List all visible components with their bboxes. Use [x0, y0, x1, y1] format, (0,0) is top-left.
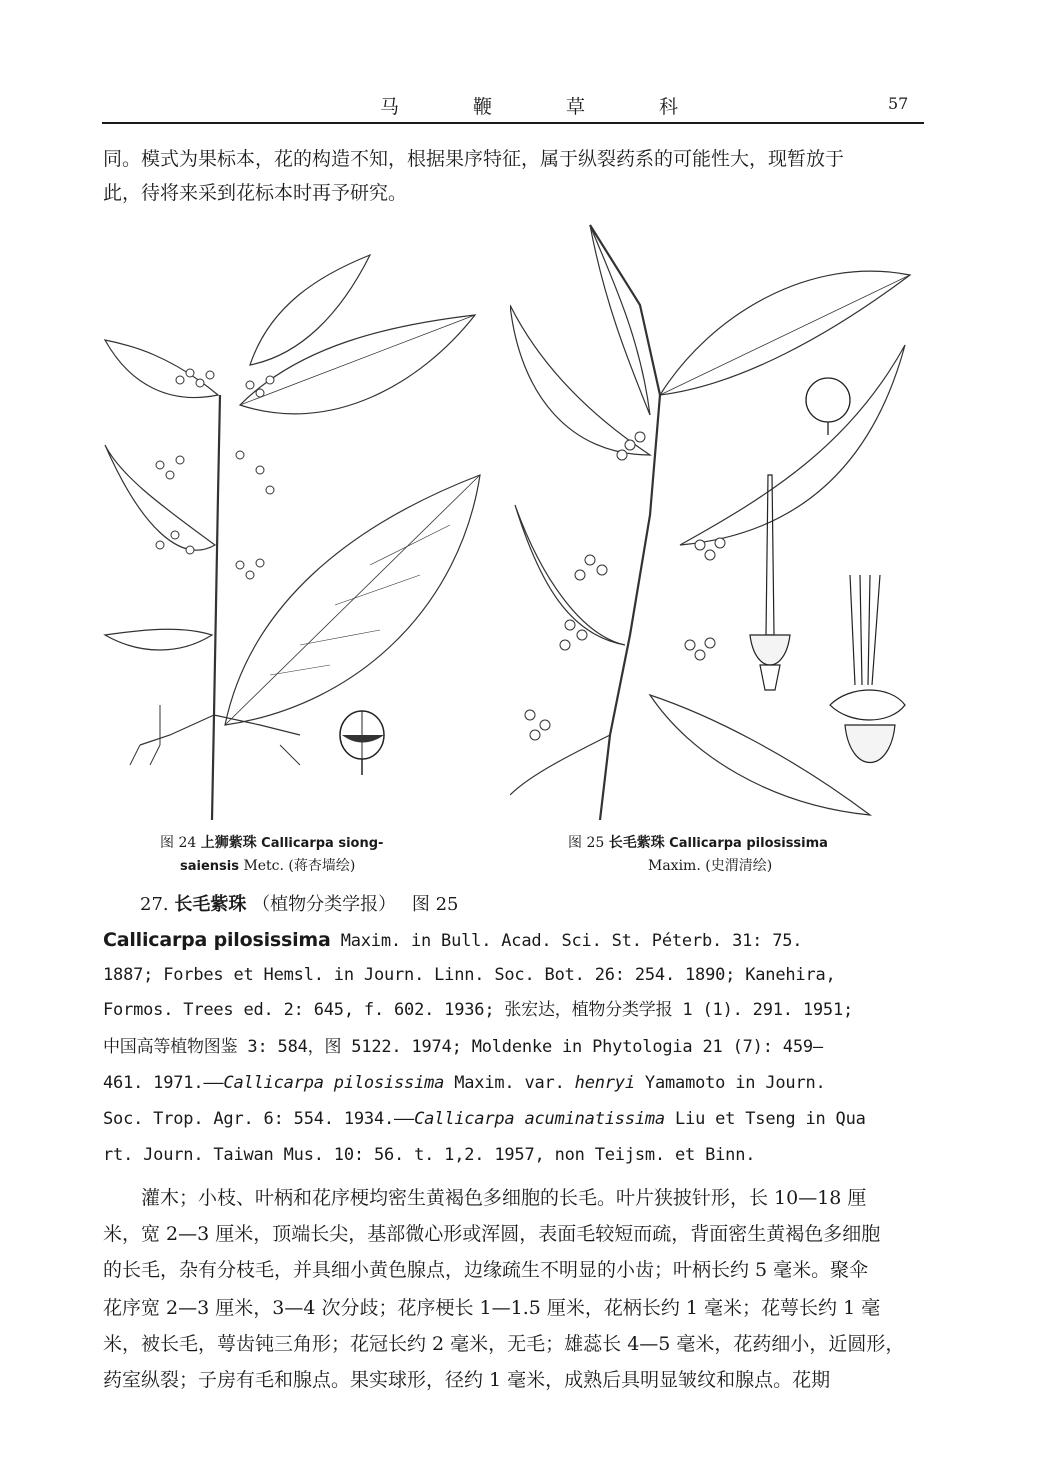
- citation-text: Maxim. in Bull. Acad. Sci. St. Péterb. 31: 75.: [340, 931, 803, 951]
- synonym-name: Callicarpa pilosissima: [223, 1073, 445, 1093]
- caption-prefix: 图 24: [160, 835, 197, 851]
- figure-25-illustration: [510, 215, 920, 820]
- description-line: 花序宽 2—3 厘米，3—4 次分歧；花序梗长 1—1.5 厘米，花柄长约 1 毫米；花萼长约 1 毫: [103, 1297, 881, 1319]
- running-title-char: 马: [380, 96, 402, 118]
- leaf-midrib: [225, 475, 480, 725]
- figure-24-illustration: [100, 245, 485, 820]
- flower-bud: [196, 379, 204, 387]
- synonym-name: henryi: [574, 1073, 635, 1093]
- flower-bud: [256, 466, 264, 474]
- flower-bud: [266, 376, 274, 384]
- description-line: 的长毛，杂有分枝毛，并具细小黄色腺点，边缘疏生不明显的小齿；叶柄长约 5 毫米。聚伞: [103, 1259, 869, 1281]
- stem: [212, 395, 220, 820]
- species-number: 27.: [140, 894, 169, 915]
- flower-bud: [206, 371, 214, 379]
- flower-bud: [156, 541, 164, 549]
- flower-detail: [830, 575, 905, 763]
- branch: [140, 715, 300, 745]
- leaf-upper-right: [660, 271, 910, 395]
- synonym-text: Liu et Tseng in Qua: [664, 1109, 866, 1129]
- synonym-text: Yamamoto in Journ.: [634, 1073, 826, 1093]
- intro-line: 同。模式为果标本，花的构造不知，根据果序特征，属于纵裂药系的可能性大，现暂放于: [103, 148, 845, 170]
- citation-line: Formos. Trees ed. 2: 645, f. 602. 1936; 张宏达，植物分类学报 1 (1). 291. 1951;: [103, 1000, 854, 1020]
- leaf-midrib: [660, 275, 910, 395]
- caption-latin-name: saiensis: [180, 859, 239, 874]
- caption-credit: Maxim. (史渭清绘): [648, 858, 773, 874]
- pistil-detail: [750, 475, 790, 690]
- flower-bud: [256, 389, 264, 397]
- flower-bud: [266, 486, 274, 494]
- description-line: 米，宽 2—3 厘米，顶端长尖，基部微心形或浑圆，表面毛较短而疏，背面密生黄褐色多细胞: [103, 1223, 881, 1245]
- caption-chinese-name: 上狮紫珠: [200, 835, 257, 851]
- page-number: 57: [888, 94, 909, 113]
- flower-bud: [256, 559, 264, 567]
- description-line: 米，被长毛，萼齿钝三角形；花冠长约 2 毫米，无毛；雄蕊长 4—5 毫米，花药细小，近圆形，: [103, 1333, 905, 1355]
- fruit-detail: [806, 378, 850, 435]
- leaf-narrow-top: [590, 225, 650, 415]
- flower-bud: [156, 461, 164, 469]
- running-title: [380, 92, 680, 119]
- caption-latin-name: Callicarpa siong-: [261, 836, 384, 851]
- synonym-line: [103, 1104, 925, 1135]
- fruit-detail: [340, 711, 384, 775]
- branch: [510, 735, 610, 795]
- species-heading: [140, 890, 458, 916]
- running-title-char: 草: [565, 96, 587, 118]
- caption-credit: Metc. (蒋杏墙绘): [243, 858, 356, 874]
- flower-bud: [236, 451, 244, 459]
- flower-bud: [186, 546, 194, 554]
- synonym-text: 461. 1971.——: [103, 1073, 224, 1093]
- synonym-text: Maxim. var.: [444, 1073, 575, 1093]
- leaf-veins: [270, 525, 450, 675]
- header-rule: [102, 122, 924, 124]
- species-binomial: Callicarpa pilosissima: [103, 929, 331, 951]
- leaf-top: [250, 255, 370, 365]
- flower-bud: [246, 571, 254, 579]
- flower-bud: [176, 456, 184, 464]
- flower-bud: [236, 561, 244, 569]
- flower-bud: [246, 381, 254, 389]
- leaf-upper-left: [105, 340, 218, 398]
- intro-line: 此，待将来采到花标本时再予研究。: [103, 182, 408, 204]
- synonym-line: rt. Journ. Taiwan Mus. 10: 56. t. 1,2. 1957, non Teijsm. et Binn.: [103, 1145, 756, 1165]
- synonym-line: [103, 1068, 925, 1099]
- running-title-char: 科: [658, 96, 680, 118]
- synonym-text: Soc. Trop. Agr. 6: 554. 1934.——: [103, 1109, 415, 1129]
- stem: [590, 225, 660, 820]
- leaf-lower-left: [105, 629, 212, 650]
- flower-bud: [186, 369, 194, 377]
- citation-line: 1887; Forbes et Hemsl. in Journ. Linn. Soc. Bot. 26: 254. 1890; Kanehira,: [103, 965, 836, 985]
- flower-bud: [176, 376, 184, 384]
- flower-bud: [171, 531, 179, 539]
- figure-24-caption: [160, 832, 480, 878]
- caption-chinese-name: 长毛紫珠: [608, 835, 665, 851]
- leaf-upper-right: [240, 315, 475, 414]
- species-source: （植物分类学报）: [252, 894, 397, 915]
- species-figure-ref: 图 25: [411, 894, 459, 915]
- leaf-midrib: [240, 315, 475, 405]
- citation-line: 中国高等植物图鉴 3: 584，图 5122. 1974; Moldenke in Phytologia 21 (7): 459—: [103, 1037, 823, 1057]
- citation-line: [103, 925, 925, 957]
- leaf-bottom-right: [650, 695, 870, 815]
- description-line: 灌木；小枝、叶柄和花序梗均密生黄褐色多细胞的长毛。叶片狭披针形，长 10—18 厘: [141, 1187, 867, 1209]
- running-title-char: 鞭: [472, 96, 494, 118]
- caption-prefix: 图 25: [568, 835, 605, 851]
- description-line: 药室纵裂；子房有毛和腺点。果实球形，径约 1 毫米，成熟后具明显皱纹和腺点。花期: [103, 1369, 831, 1391]
- caption-latin-name: Callicarpa pilosissima: [669, 836, 828, 851]
- leaf-right-narrow: [680, 345, 905, 545]
- figure-25-caption: [568, 832, 908, 877]
- species-chinese-name: 长毛紫珠: [174, 894, 247, 915]
- intro-paragraph: [103, 142, 923, 210]
- flower-bud: [166, 471, 174, 479]
- synonym-name: Callicarpa acuminatissima: [414, 1109, 665, 1129]
- leaf-left: [510, 305, 650, 455]
